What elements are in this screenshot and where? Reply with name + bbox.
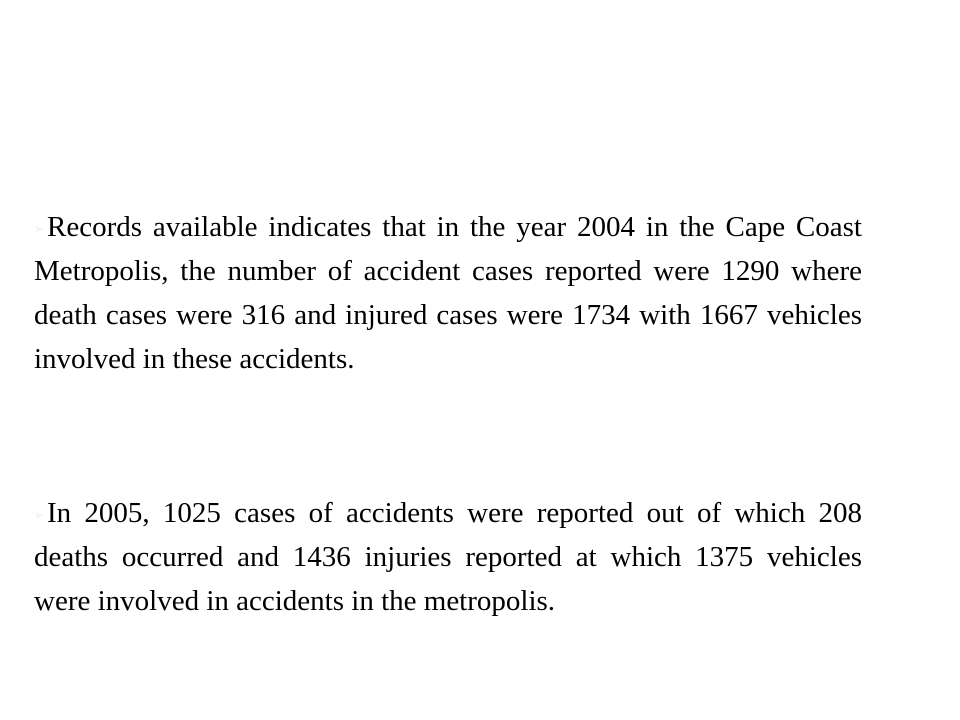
paragraph-text: Records available indicates that in the year 2004 in the Cape Coast Metropolis, the number of accident cases reported were 1290 where death cases were 316 and injured cases were 1734 with 1667 vehicles involved in these accidents. [34,211,862,375]
paragraph-2004-records [34,205,862,381]
arrow-bullet-icon: ➢ [34,222,45,237]
paragraph-2005-records [34,491,862,623]
arrow-bullet-icon: ➢ [34,508,45,523]
paragraph-text: In 2005, 1025 cases of accidents were reported out of which 208 deaths occurred and 1436 injuries reported at which 1375 vehicles were involved in accidents in the metropolis. [34,497,862,617]
